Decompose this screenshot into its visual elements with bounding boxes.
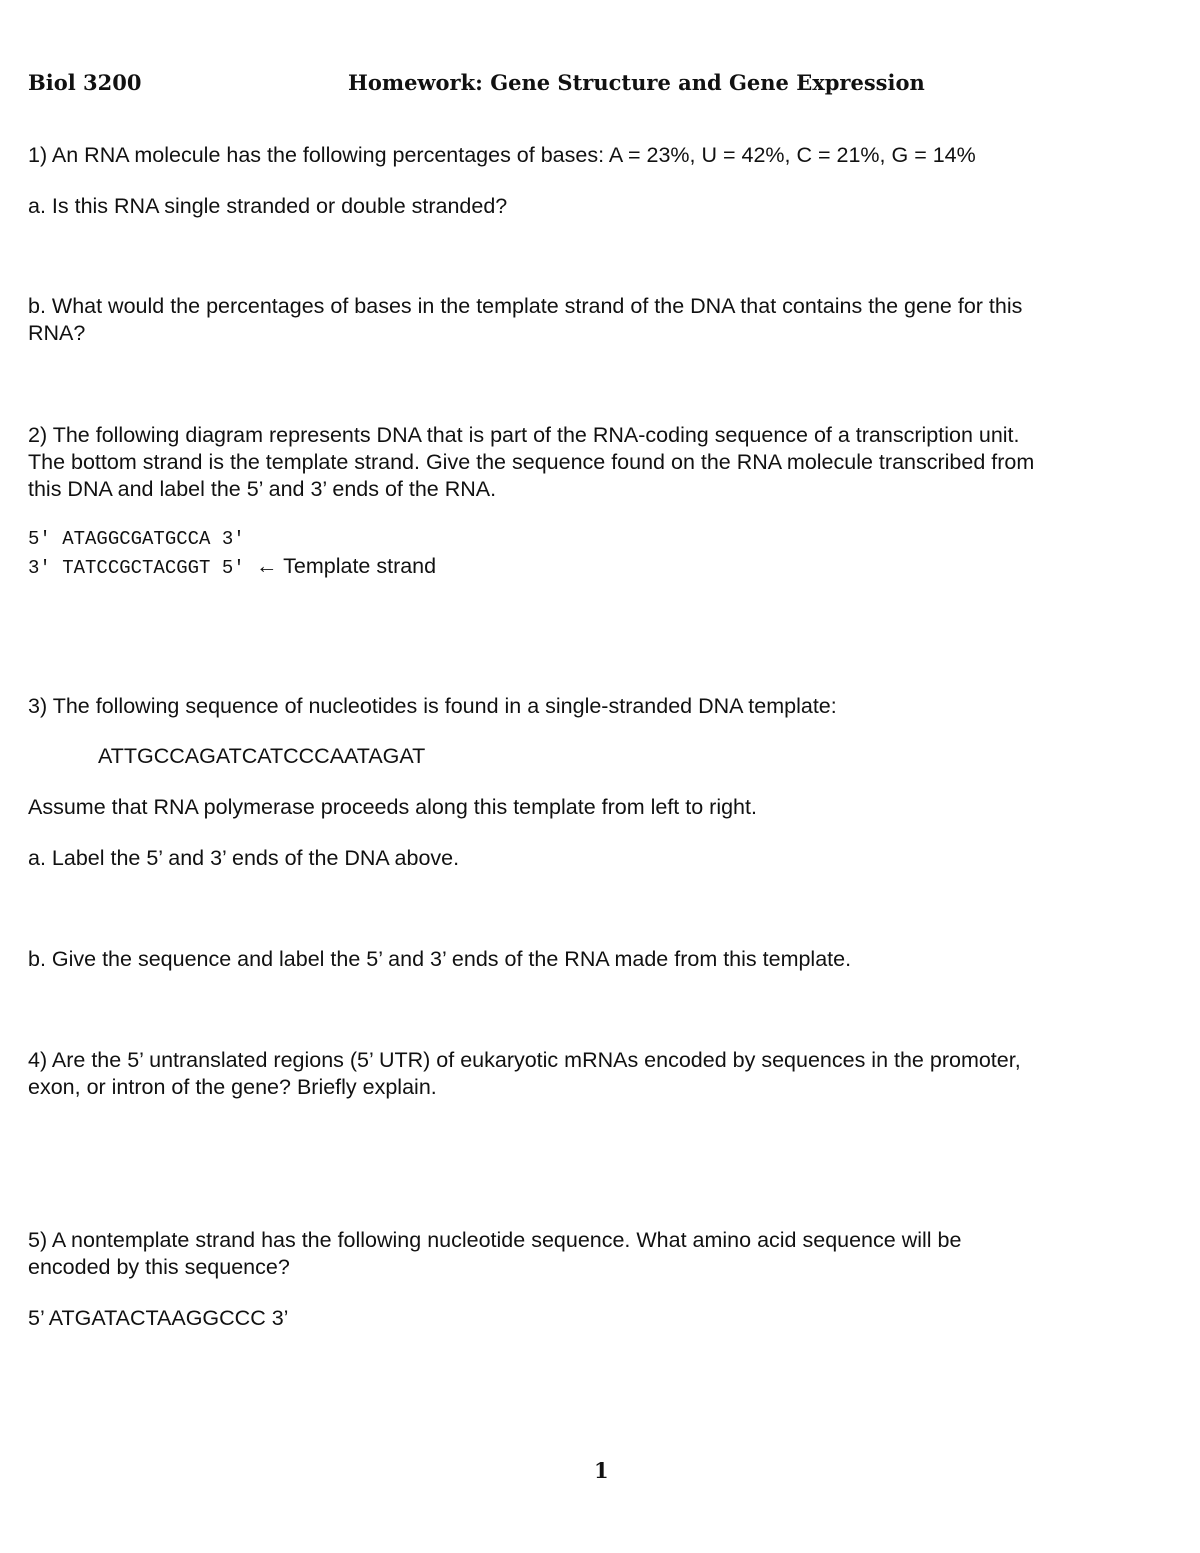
template-strand-label: ← Template strand xyxy=(256,554,437,578)
question-5-line-1: 5) A nontemplate strand has the following nucleotide sequence. What amino acid sequence will be xyxy=(28,1228,962,1252)
dna-bottom-strand-row xyxy=(28,553,436,582)
question-1-stem: 1) An RNA molecule has the following percentages of bases: A = 23%, U = 42%, C = 21%, G = 14% xyxy=(28,143,976,167)
question-4-line-1: 4) Are the 5’ untranslated regions (5’ UTR) of eukaryotic mRNAs encoded by sequences in the promoter, xyxy=(28,1048,1021,1072)
question-3a: a. Label the 5’ and 3’ ends of the DNA above. xyxy=(28,846,460,870)
page-number: 1 xyxy=(594,1458,609,1483)
question-2-line-1: 2) The following diagram represents DNA that is part of the RNA-coding sequence of a transcription unit. xyxy=(28,423,1020,447)
question-4-line-2: exon, or intron of the gene? Briefly explain. xyxy=(28,1075,437,1099)
question-1b-line-2: RNA? xyxy=(28,321,86,345)
question-3b: b. Give the sequence and label the 5’ and 3’ ends of the RNA made from this template. xyxy=(28,947,852,971)
question-3-stem: 3) The following sequence of nucleotides is found in a single-stranded DNA template: xyxy=(28,694,837,718)
dna-top-strand: 5′ ATAGGCGATGCCA 3′ xyxy=(28,528,245,550)
question-3-assumption: Assume that RNA polymerase proceeds along this template from left to right. xyxy=(28,795,757,819)
question-5-sequence: 5’ ATGATACTAAGGCCC 3’ xyxy=(28,1306,289,1330)
document-title: Homework: Gene Structure and Gene Expression xyxy=(348,70,925,95)
question-3-sequence: ATTGCCAGATCATCCCAATAGAT xyxy=(98,744,426,768)
question-2-line-2: The bottom strand is the template strand. Give the sequence found on the RNA molecule transcribed from xyxy=(28,450,1035,474)
question-1a: a. Is this RNA single stranded or double stranded? xyxy=(28,194,508,218)
question-5-line-2: encoded by this sequence? xyxy=(28,1255,290,1279)
course-code: Biol 3200 xyxy=(28,70,142,95)
dna-bottom-strand: 3′ TATCCGCTACGGT 5′ xyxy=(28,557,245,579)
question-2-line-3: this DNA and label the 5’ and 3’ ends of the RNA. xyxy=(28,477,497,501)
question-1b-line-1: b. What would the percentages of bases in the template strand of the DNA that contains the gene for this xyxy=(28,294,1023,318)
